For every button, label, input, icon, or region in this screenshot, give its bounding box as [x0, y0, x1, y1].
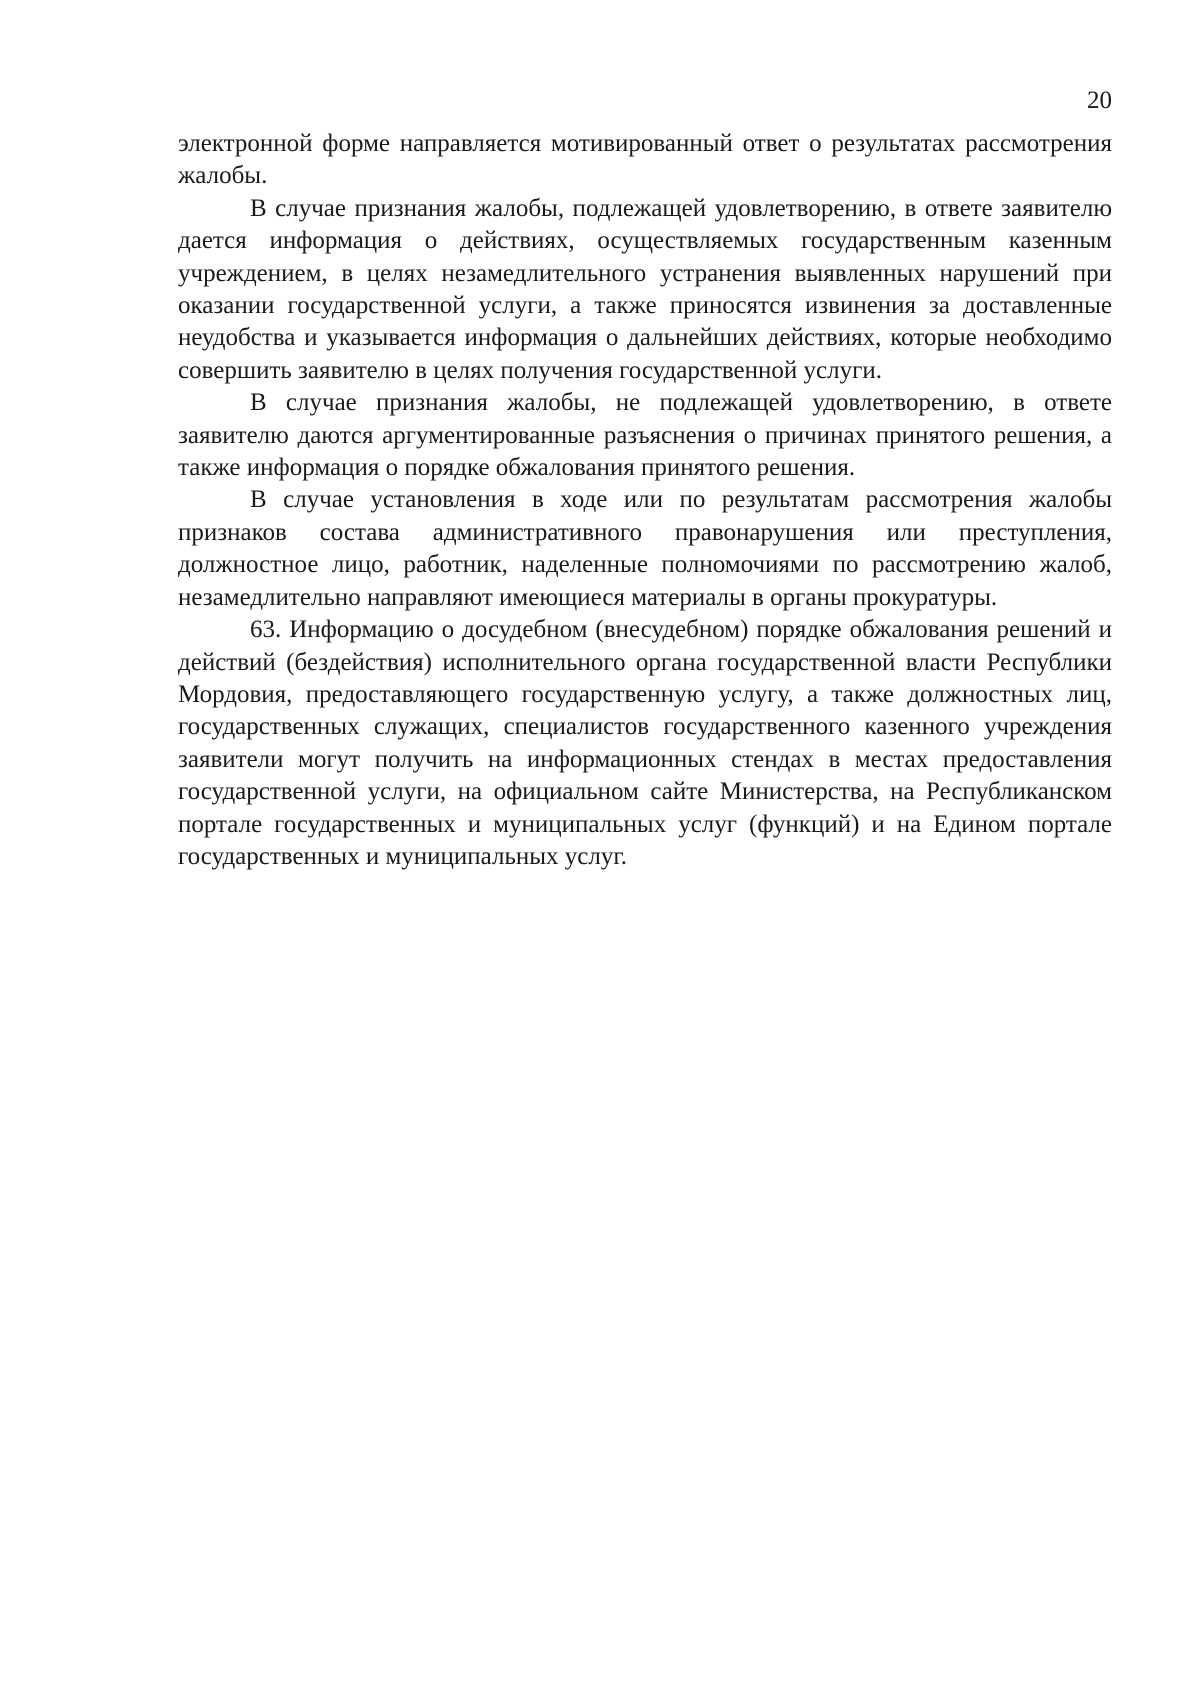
paragraph-continuation: электронной форме направляется мотивированный ответ о результатах рассмотрения жалобы.: [178, 130, 1112, 190]
paragraph-violation-found: В случае установления в ходе или по результатам рассмотрения жалобы признаков состава административного правонарушения или преступления, должностное лицо, работник, наделенные полномочиями по рассмотрению жалоб, незамедлительно направляют имеющиеся материалы в органы прокуратуры.: [178, 486, 1112, 611]
paragraph-item-63: 63. Информацию о досудебном (внесудебном) порядке обжалования решений и действий (бездействия) исполнительного органа государственной власти Республики Мордовия, предоставляющего государственную услугу, а также должностных лиц, государственных служащих, специалистов государственного казенного учреждения заявители могут получить на информационных стендах в местах предоставления государственной услуги, на официальном сайте Министерства, на Республиканском портале государственных и муниципальных услуг (функций) и на Едином портале государственных и муниципальных услуг.: [178, 616, 1112, 870]
paragraph-complaint-rejected: В случае признания жалобы, не подлежащей удовлетворению, в ответе заявителю даются аргументированные разъяснения о причинах принятого решения, а также информация о порядке обжалования принятого решения.: [178, 389, 1112, 482]
page-number: 20: [1087, 87, 1112, 114]
paragraph-complaint-satisfied: В случае признания жалобы, подлежащей удовлетворению, в ответе заявителю дается информация о действиях, осуществляемых государственным казенным учреждением, в целях незамедлительного устранения выявленных нарушений при оказании государственной услуги, а также приносятся извинения за доставленные неудобства и указывается информация о дальнейших действиях, которые необходимо совершить заявителю в целях получения государственной услуги.: [178, 194, 1112, 384]
document-body: [178, 128, 1112, 873]
